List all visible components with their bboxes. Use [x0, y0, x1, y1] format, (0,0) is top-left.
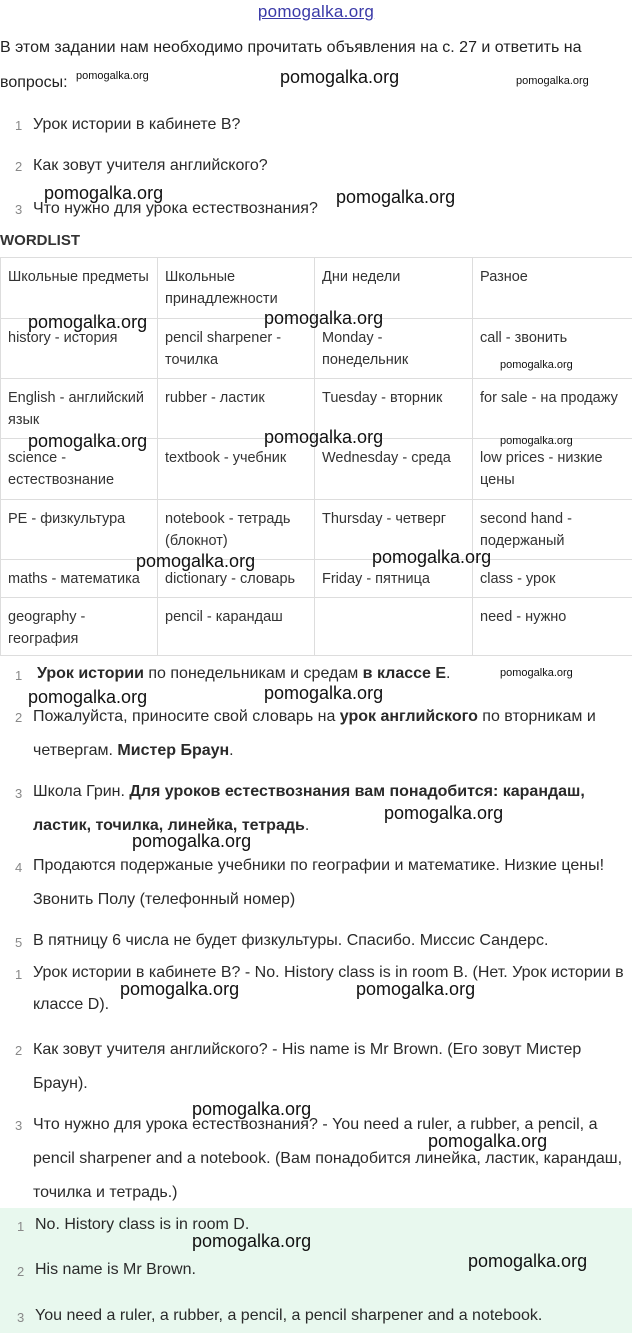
- header-cell: Дни недели: [315, 258, 473, 319]
- explained-text: Что нужно для урока естествознания? - You need a ruler, a rubber, a pencil, a pencil sharpener and a notebook. (Вам понадобится линейка, ластик, карандаш, точилка и тетрадь.): [33, 1116, 623, 1201]
- watermark: pomogalka.org: [120, 979, 240, 999]
- site-title[interactable]: pomogalka.org: [257, 2, 375, 21]
- table-cell: notebook - тетрадь (блокнот): [158, 500, 315, 560]
- watermark: pomogalka.org: [356, 979, 476, 999]
- question-number: 1: [15, 118, 23, 133]
- ad-number: 4: [15, 860, 23, 875]
- watermark: pomogalka.org: [428, 1131, 548, 1151]
- table-row: [1, 500, 632, 560]
- table-row: [1, 598, 632, 656]
- answer-number: 2: [17, 1264, 25, 1279]
- table-cell: pencil - карандаш: [158, 598, 315, 656]
- table-cell: class - урок: [473, 560, 632, 598]
- table-cell: Tuesday - вторник: [315, 379, 473, 439]
- table-cell: low prices - низкие цены: [473, 439, 632, 500]
- answer-number: 3: [17, 1310, 25, 1325]
- watermark: pomogalka.org: [192, 1099, 312, 1119]
- table-cell: need - нужно: [473, 598, 632, 656]
- question-text: Как зовут учителя английского?: [33, 157, 268, 174]
- table-cell: Thursday - четверг: [315, 500, 473, 560]
- ad-text: Пожалуйста, приносите свой словарь на урок английского по вторникам и четвергам. Мистер Браун.: [33, 708, 596, 759]
- wordlist-heading: WORDLIST: [0, 232, 80, 249]
- table-row: [1, 560, 632, 598]
- table-cell: Friday - пятница: [315, 560, 473, 598]
- watermark: pomogalka.org: [500, 435, 573, 447]
- answer-text: You need a ruler, a rubber, a pencil, a pencil sharpener and a notebook.: [35, 1307, 543, 1324]
- watermark: pomogalka.org: [28, 312, 148, 332]
- watermark: pomogalka.org: [468, 1251, 588, 1271]
- table-cell: textbook - учебник: [158, 439, 315, 500]
- ad-number: 2: [15, 710, 23, 725]
- answer-text: His name is Mr Brown.: [35, 1261, 196, 1278]
- watermark: pomogalka.org: [136, 551, 256, 571]
- header-cell: Школьные предметы: [1, 258, 158, 319]
- table-cell: maths - математика: [1, 560, 158, 598]
- ad-text: Школа Грин. Для уроков естествознания вам понадобится: карандаш, ластик, точилка, линейка, тетрадь.: [33, 783, 585, 834]
- table-cell: call - звонить: [473, 319, 632, 379]
- table-cell: pencil sharpener - точилка: [158, 319, 315, 379]
- question-text: Урок истории в кабинете В?: [33, 116, 241, 133]
- ad-number: 1: [15, 668, 23, 683]
- table-cell: English - английский язык: [1, 379, 158, 439]
- watermark: pomogalka.org: [264, 308, 384, 328]
- header-cell: Школьные принадлежности: [158, 258, 315, 319]
- watermark: pomogalka.org: [76, 70, 149, 82]
- watermark: pomogalka.org: [264, 427, 384, 447]
- question-number: 3: [15, 202, 23, 217]
- question-text: Что нужно для урока естествознания?: [33, 200, 318, 217]
- explained-number: 3: [15, 1118, 23, 1133]
- ad-number: 3: [15, 786, 23, 801]
- watermark: pomogalka.org: [44, 183, 164, 203]
- table-cell: science - естествознание: [1, 439, 158, 500]
- watermark: pomogalka.org: [336, 187, 456, 207]
- watermark: pomogalka.org: [516, 75, 589, 87]
- watermark: pomogalka.org: [28, 431, 148, 451]
- watermark: pomogalka.org: [192, 1231, 312, 1251]
- table-cell: rubber - ластик: [158, 379, 315, 439]
- explained-number: 1: [15, 967, 23, 982]
- ad-text: Урок истории по понедельникам и средам в классе Е.: [37, 665, 451, 682]
- watermark: pomogalka.org: [280, 67, 400, 87]
- watermark: pomogalka.org: [264, 683, 384, 703]
- explained-text: Как зовут учителя английского? - His name is Mr Brown. (Его зовут Мистер Браун).: [33, 1041, 582, 1092]
- table-cell: Monday - понедельник: [315, 319, 473, 379]
- question-number: 2: [15, 159, 23, 174]
- table-cell: for sale - на продажу: [473, 379, 632, 439]
- explained-text: Урок истории в кабинете В? - No. History class is in room B. (Нет. Урок истории в классе D).: [33, 964, 624, 1013]
- ad-text: Продаются подержаные учебники по географии и математике. Низкие цены! Звонить Полу (телефонный номер): [33, 857, 605, 908]
- watermark: pomogalka.org: [132, 831, 252, 851]
- intro-text: В этом задании нам необходимо прочитать объявления на с. 27 и ответить на вопросы:: [0, 39, 582, 91]
- answer-number: 1: [17, 1219, 25, 1234]
- watermark: pomogalka.org: [372, 547, 492, 567]
- ad-text: В пятницу 6 числа не будет физкультуры. Спасибо. Миссис Сандерс.: [33, 932, 549, 949]
- header-cell: Разное: [473, 258, 632, 319]
- watermark: pomogalka.org: [28, 687, 148, 707]
- table-cell: [315, 598, 473, 656]
- watermark: pomogalka.org: [384, 803, 504, 823]
- ad-number: 5: [15, 935, 23, 950]
- table-cell: geography - география: [1, 598, 158, 656]
- table-cell: dictionary - словарь: [158, 560, 315, 598]
- watermark: pomogalka.org: [500, 359, 573, 371]
- table-cell: PE - физкультура: [1, 500, 158, 560]
- table-cell: history - история: [1, 319, 158, 379]
- table-cell: Wednesday - среда: [315, 439, 473, 500]
- explained-number: 2: [15, 1043, 23, 1058]
- table-cell: second hand - подержаный: [473, 500, 632, 560]
- answer-text: No. History class is in room D.: [35, 1216, 250, 1233]
- watermark: pomogalka.org: [500, 667, 573, 679]
